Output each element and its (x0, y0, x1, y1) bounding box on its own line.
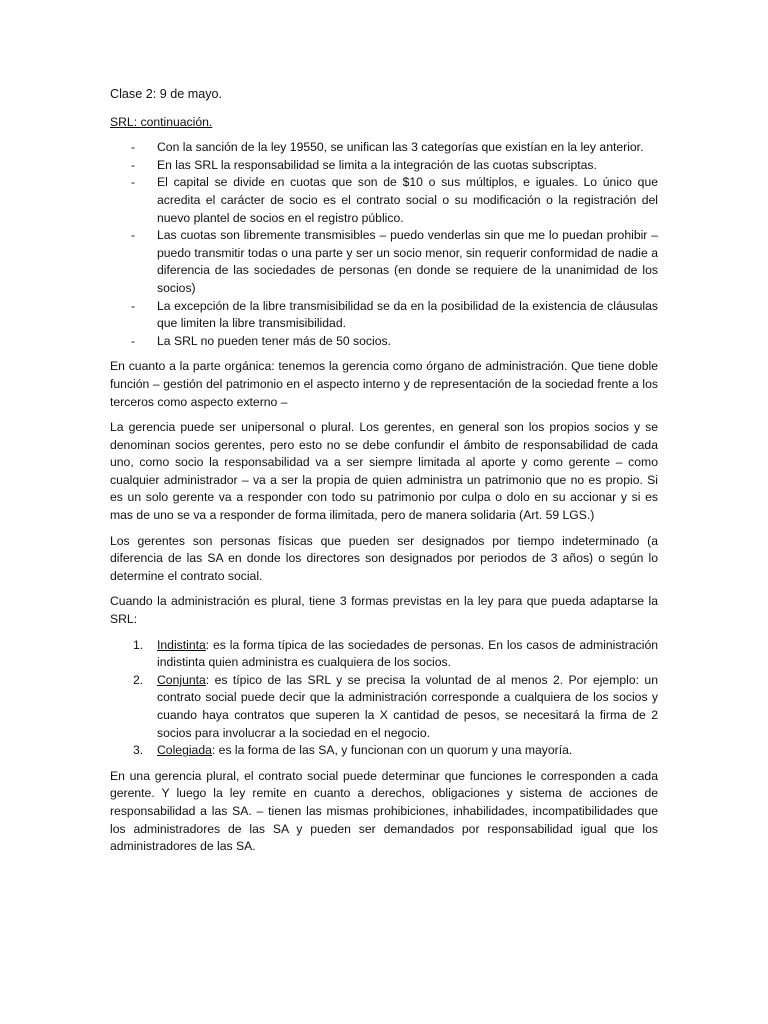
list-item-text: En las SRL la responsabilidad se limita a la integración de las cuotas subscriptas. (157, 157, 597, 172)
list-item (110, 157, 658, 175)
paragraph-managers: Los gerentes son personas físicas que pueden ser designados por tiempo indeterminado (a diferencia de las SA en donde los directores son designados por periodos de 3 años) o según lo determine el contrato social. (110, 533, 658, 583)
list-item (110, 742, 658, 760)
dash-marker: - (131, 298, 136, 313)
list-item (110, 298, 658, 333)
dash-marker: - (131, 228, 136, 243)
paragraph-management: La gerencia puede ser unipersonal o plural. Los gerentes, en general son los propios socios y se denominan socios gerentes, pero esto no se debe confundir el ámbito de responsabilidad de cada uno, como socio la responsabilidad va a ser siempre limitada al aporte y como gerente – como cualquier administrador – va a ser la propia de quien administra un patrimonio que no es propio. Si es un solo gerente va a responder con todo su patrimonio por culpa o dolo en su accionar y si es mas de uno se va a responder de forma ilimitada, pero de manera solidaria (Art. 59 LGS.) (110, 420, 658, 523)
document-page (110, 86, 658, 864)
forms-list (110, 637, 658, 760)
list-item (110, 637, 658, 672)
dash-marker: - (131, 333, 136, 348)
form-term: Colegiada (157, 743, 212, 758)
form-description: : es la forma de las SA, y funcionan con un quorum y una mayoría. (211, 743, 573, 758)
paragraph-organic-part: En cuanto a la parte orgánica: tenemos la gerencia como órgano de administración. Que tiene doble función – gestión del patrimonio en el aspecto interno y de representación de la sociedad frente a los terceros como aspecto externo – (110, 359, 658, 409)
list-item (110, 672, 658, 742)
list-item (110, 227, 658, 297)
page-title: Clase 2: 9 de mayo. (110, 87, 223, 101)
list-item-text: La excepción de la libre transmisibilidad se da en la posibilidad de la existencia de cláusulas que limiten la libre transmisibilidad. (157, 298, 658, 331)
item-number: 3. (133, 743, 144, 758)
dash-marker: - (131, 157, 136, 172)
paragraph-plural-administration: Cuando la administración es plural, tiene 3 formas previstas en la ley para que pueda adaptarse la SRL: (110, 594, 658, 627)
form-description: : es típico de las SRL y se precisa la voluntad de al menos 2. Por ejemplo: un contrato social puede decir que la administración corresponde a cualquiera de los socios y cuando haya contratos que superen la X cantidad de pesos, se necesitará la firma de 2 socios para involucrar a la sociedad en el negocio. (157, 672, 658, 740)
list-item (110, 333, 658, 351)
list-item-text: El capital se divide en cuotas que son de $10 o sus múltiplos, e iguales. Lo único que acredita el carácter de socio es el contrato social o su modificación o la registración del nuevo plantel de socios en el registro público. (157, 175, 658, 225)
dash-marker: - (131, 140, 136, 155)
paragraph-closing: En una gerencia plural, el contrato social puede determinar que funciones le corresponden a cada gerente. Y luego la ley remite en cuanto a derechos, obligaciones y sistema de acciones de responsabilidad a las SA. – tienen las mismas prohibiciones, inhabilidades, incompatibilidades que los administradores de las SA y pueden ser demandados por responsabilidad igual que los administradores de las SA. (110, 768, 658, 854)
item-number: 1. (133, 637, 144, 652)
dash-marker: - (131, 175, 136, 190)
section-subtitle: SRL: continuación. (110, 114, 213, 129)
form-description: : es la forma típica de las sociedades de personas. En los casos de administración indistinta quien administra es cualquiera de los socios. (157, 637, 658, 670)
list-item-text: Las cuotas son libremente transmisibles – puedo venderlas sin que me lo puedan prohibir – puedo transmitir todas o una parte y ser un socio menor, sin requerir conformidad de nadie a diferencia de las sociedades de personas (en donde se requiere de la unanimidad de los socios) (157, 228, 658, 295)
list-item (110, 174, 658, 227)
form-term: Conjunta (157, 672, 206, 687)
item-number: 2. (133, 672, 144, 687)
bullet-list (110, 139, 658, 350)
list-item-text: La SRL no pueden tener más de 50 socios. (157, 333, 391, 348)
list-item-text: Con la sanción de la ley 19550, se unifican las 3 categorías que existían en la ley anterior. (157, 140, 644, 155)
form-term: Indistinta (157, 637, 206, 652)
list-item (110, 139, 658, 157)
